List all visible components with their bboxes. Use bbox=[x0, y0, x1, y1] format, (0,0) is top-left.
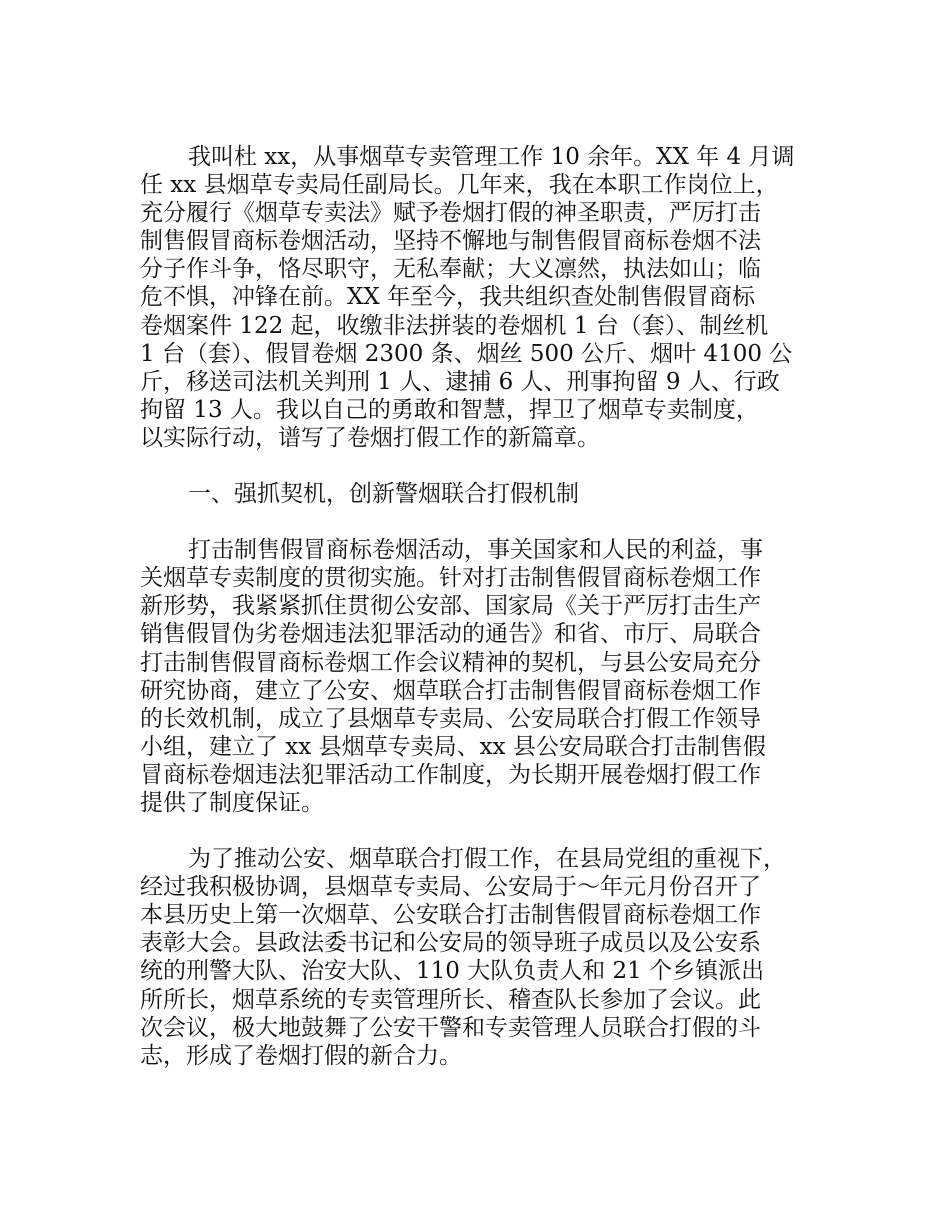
text-line: 充分履行《烟草专卖法》赋予卷烟打假的神圣职责，严厉打击 bbox=[140, 200, 761, 227]
text-line: 以实际行动，谱写了卷烟打假工作的新篇章。 bbox=[140, 424, 600, 451]
text-line: 销售假冒伪劣卷烟违法犯罪活动的通告》和省、市厅、局联合 bbox=[140, 621, 761, 648]
text-line: 表彰大会。县政法委书记和公安局的领导班子成员以及公安系 bbox=[140, 930, 761, 957]
text-line: 危不惧，冲锋在前。XX 年至今，我共组织查处制售假冒商标 bbox=[140, 284, 756, 311]
paragraph-spacer bbox=[140, 452, 830, 480]
text-line: 的长效机制，成立了县烟草专卖局、公安局联合打假工作领导 bbox=[140, 705, 761, 732]
section-heading bbox=[140, 480, 830, 508]
text-line: 本县历史上第一次烟草、公安联合打击制售假冒商标卷烟工作 bbox=[140, 902, 761, 929]
text-line: 制售假冒商标卷烟活动，坚持不懈地与制售假冒商标卷烟不法 bbox=[140, 228, 761, 255]
paragraph-conference bbox=[140, 845, 830, 1070]
paragraph-mechanism bbox=[140, 536, 830, 817]
text-line: 小组，建立了 xx 县烟草专卖局、xx 县公安局联合打击制售假 bbox=[140, 733, 766, 760]
paragraph-spacer bbox=[140, 817, 830, 845]
text-line: 次会议，极大地鼓舞了公安干警和专卖管理人员联合打假的斗 bbox=[140, 1014, 761, 1041]
text-line: 所所长，烟草系统的专卖管理所长、稽查队长参加了会议。此 bbox=[140, 986, 761, 1013]
text-line: 拘留 13 人。我以自己的勇敢和智慧，捍卫了烟草专卖制度， bbox=[140, 396, 759, 423]
text-line: 任 xx 县烟草专卖局任副局长。几年来，我在本职工作岗位上， bbox=[140, 172, 779, 199]
text-line: 打击制售假冒商标卷烟活动，事关国家和人民的利益，事 bbox=[188, 537, 763, 564]
text-line: 卷烟案件 122 起，收缴非法拼装的卷烟机 1 台（套）、制丝机 bbox=[140, 312, 769, 339]
text-line: 关烟草专卖制度的贯彻实施。针对打击制售假冒商标卷烟工作 bbox=[140, 565, 761, 592]
text-line: 研究协商，建立了公安、烟草联合打击制售假冒商标卷烟工作 bbox=[140, 677, 761, 704]
text-line: 打击制售假冒商标卷烟工作会议精神的契机，与县公安局充分 bbox=[140, 649, 761, 676]
heading-text: 一、强抓契机，创新警烟联合打假机制 bbox=[188, 481, 579, 508]
text-line: 志，形成了卷烟打假的新合力。 bbox=[140, 1042, 462, 1069]
paragraph-intro bbox=[140, 143, 830, 452]
text-line: 新形势，我紧紧抓住贯彻公安部、国家局《关于严厉打击生产 bbox=[140, 593, 761, 620]
text-line: 1 台（套）、假冒卷烟 2300 条、烟丝 500 公斤、烟叶 4100 公 bbox=[140, 340, 793, 367]
text-line: 斤，移送司法机关判刑 1 人、逮捕 6 人、刑事拘留 9 人、行政 bbox=[140, 368, 780, 395]
text-line: 提供了制度保证。 bbox=[140, 789, 324, 816]
text-line: 分子作斗争，恪尽职守，无私奉献；大义凛然，执法如山；临 bbox=[140, 256, 761, 283]
text-line: 为了推动公安、烟草联合打假工作，在县局党组的重视下， bbox=[188, 846, 786, 873]
text-line: 统的刑警大队、治安大队、110 大队负责人和 21 个乡镇派出 bbox=[140, 958, 765, 985]
text-line: 冒商标卷烟违法犯罪活动工作制度，为长期开展卷烟打假工作 bbox=[140, 761, 761, 788]
text-line: 经过我积极协调，县烟草专卖局、公安局于～年元月份召开了 bbox=[140, 874, 761, 901]
text-line: 我叫杜 xx，从事烟草专卖管理工作 10 余年。XX 年 4 月调 bbox=[188, 144, 795, 170]
document-body bbox=[140, 143, 830, 1070]
paragraph-spacer bbox=[140, 508, 830, 536]
